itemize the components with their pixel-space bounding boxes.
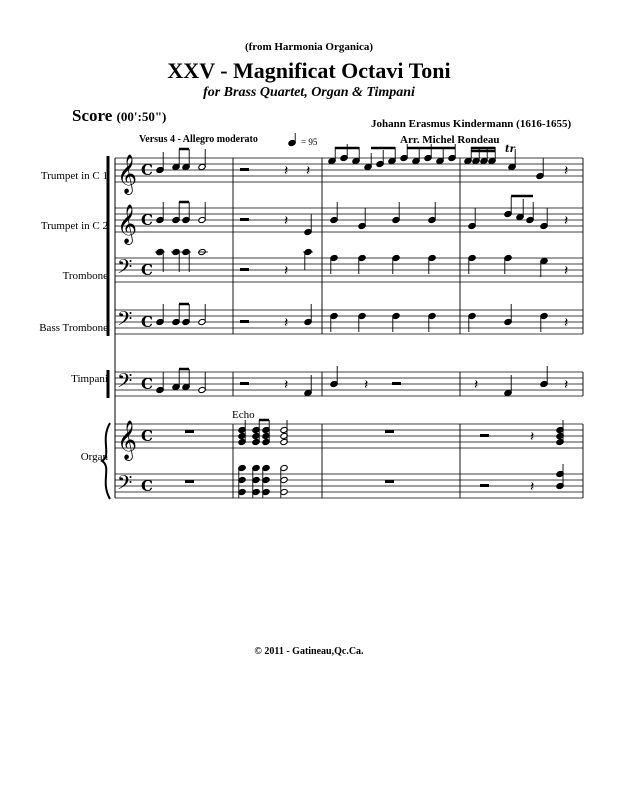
half-rest-icon: [480, 484, 489, 487]
quarter-rest-icon: 𝄽: [284, 263, 289, 279]
duration-label: (00':50"): [116, 109, 167, 124]
quarter-rest-icon: 𝄽: [364, 377, 369, 393]
piece-subtitle: for Brass Quartet, Organ & Timpani: [203, 85, 415, 100]
half-rest-icon: [240, 268, 249, 271]
arranger-credit: Arr. Michel Rondeau: [400, 134, 500, 146]
score-word: Score: [72, 106, 113, 125]
treble-clef-icon: 𝄞: [117, 204, 138, 244]
treble-clef-icon: 𝄞: [117, 420, 138, 460]
bass-clef-icon: 𝄢: [117, 255, 133, 283]
time-signature: C: [141, 477, 153, 495]
notation: [155, 133, 568, 498]
piece-title: XXV - Magnificat Octavi Toni: [167, 58, 451, 83]
trill-icon: tr: [505, 144, 515, 155]
half-rest-icon: [480, 434, 489, 437]
quarter-rest-icon: 𝄽: [284, 315, 289, 331]
half-rest-icon: [240, 218, 249, 221]
tempo-bpm: = 95: [301, 137, 318, 147]
time-signature: C: [141, 261, 153, 279]
whole-rest-icon: [385, 480, 394, 483]
echo-marking: Echo: [232, 409, 255, 421]
instrument-label-trumpet-2: Trumpet in C 2: [40, 220, 108, 232]
quarter-rest-icon: 𝄽: [530, 429, 535, 445]
instrument-label-timpani: Timpani: [71, 373, 108, 385]
quarter-rest-icon: 𝄽: [306, 163, 311, 179]
tempo-marking: Versus 4 - Allegro moderato: [139, 134, 258, 145]
composer-credit: Johann Erasmus Kindermann (1616-1655): [371, 118, 572, 130]
time-signature: C: [141, 313, 153, 331]
instrument-label-bass-trombone: Bass Trombone: [39, 322, 108, 334]
quarter-rest-icon: 𝄽: [284, 377, 289, 393]
half-rest-icon: [240, 168, 249, 171]
quarter-rest-icon: 𝄽: [564, 213, 569, 229]
half-rest-icon: [240, 382, 249, 385]
organ-brace: [102, 423, 110, 499]
instrument-label-trombone: Trombone: [62, 270, 108, 282]
whole-rest-icon: [185, 430, 194, 433]
instrument-label-trumpet-1: Trumpet in C 1: [40, 170, 108, 182]
copyright-notice: © 2011 - Gatineau,Qc.Ca.: [254, 646, 364, 657]
quarter-rest-icon: 𝄽: [284, 163, 289, 179]
time-signature: C: [141, 375, 153, 393]
half-rest-icon: [240, 320, 249, 323]
instrument-label-organ: Organ: [80, 451, 108, 463]
treble-clef-icon: 𝄞: [117, 154, 138, 194]
quarter-rest-icon: 𝄽: [474, 377, 479, 393]
time-signature: C: [141, 161, 153, 179]
half-rest-icon: [392, 382, 401, 385]
quarter-rest-icon: 𝄽: [564, 263, 569, 279]
bass-clef-icon: 𝄢: [117, 471, 133, 499]
quarter-rest-icon: 𝄽: [564, 163, 569, 179]
source-note: (from Harmonia Organica): [244, 41, 374, 53]
whole-rest-icon: [185, 480, 194, 483]
time-signature: C: [141, 427, 153, 445]
bass-clef-icon: 𝄢: [117, 369, 133, 397]
time-signature: C: [141, 211, 153, 229]
quarter-rest-icon: 𝄽: [284, 213, 289, 229]
quarter-rest-icon: 𝄽: [530, 479, 535, 495]
whole-rest-icon: [385, 430, 394, 433]
quarter-rest-icon: 𝄽: [564, 377, 569, 393]
bass-clef-icon: 𝄢: [117, 307, 133, 335]
quarter-rest-icon: 𝄽: [564, 315, 569, 331]
